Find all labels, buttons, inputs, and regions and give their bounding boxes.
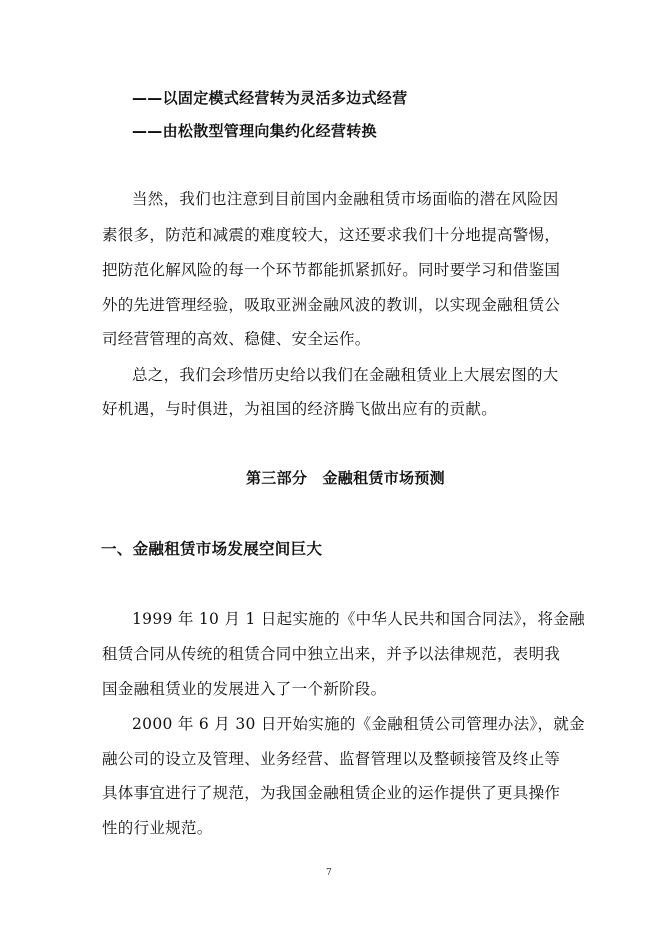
paragraph-line: 好机遇，与时俱进，为祖国的经济腾飞做出应有的贡献。 xyxy=(102,400,498,418)
paragraph-line: 把防范化解风险的每一个环节都能抓紧抓好。同时要学习和借鉴国 xyxy=(102,261,561,279)
page-number: 7 xyxy=(326,868,332,878)
paragraph-line: 外的先进管理经验，吸取亚洲金融风波的教训，以实现金融租赁公 xyxy=(102,296,561,314)
paragraph-line: 素很多，防范和减震的难度较大，这还要求我们十分地提高警惕， xyxy=(102,226,561,244)
paragraph-line: 总之，我们会珍惜历史给以我们在金融租赁业上大展宏图的大 xyxy=(132,366,559,384)
paragraph-line: 司经营管理的高效、稳健、安全运作。 xyxy=(102,330,371,348)
paragraph-line: 租赁合同从传统的租赁合同中独立出来，并予以法律规范，表明我 xyxy=(102,645,561,663)
paragraph-line: 2000 年 6 月 30 日开始实施的《金融租赁公司管理办法》，就金 xyxy=(132,715,585,733)
slogan-line: ——以固定模式经营转为灵活多边式经营 xyxy=(132,89,408,107)
paragraph-line: 国金融租赁业的发展进入了一个新阶段。 xyxy=(102,680,387,698)
paragraph-line: 性的行业规范。 xyxy=(102,819,213,837)
part-heading: 第三部分 金融租赁市场预测 xyxy=(246,469,445,487)
section-heading: 一、金融租赁市场发展空间巨大 xyxy=(101,540,323,558)
paragraph-line: 融公司的设立及管理、业务经营、监督管理以及整顿接管及终止等 xyxy=(102,750,561,768)
paragraph-line: 当然，我们也注意到目前国内金融租赁市场面临的潜在风险因 xyxy=(132,190,559,208)
paragraph-line: 1999 年 10 月 1 日起实施的《中华人民共和国合同法》，将金融 xyxy=(132,610,585,628)
paragraph-line: 具体事宜进行了规范，为我国金融租赁企业的运作提供了更具操作 xyxy=(102,784,561,802)
slogan-line: ——由松散型管理向集约化经营转换 xyxy=(132,122,377,140)
